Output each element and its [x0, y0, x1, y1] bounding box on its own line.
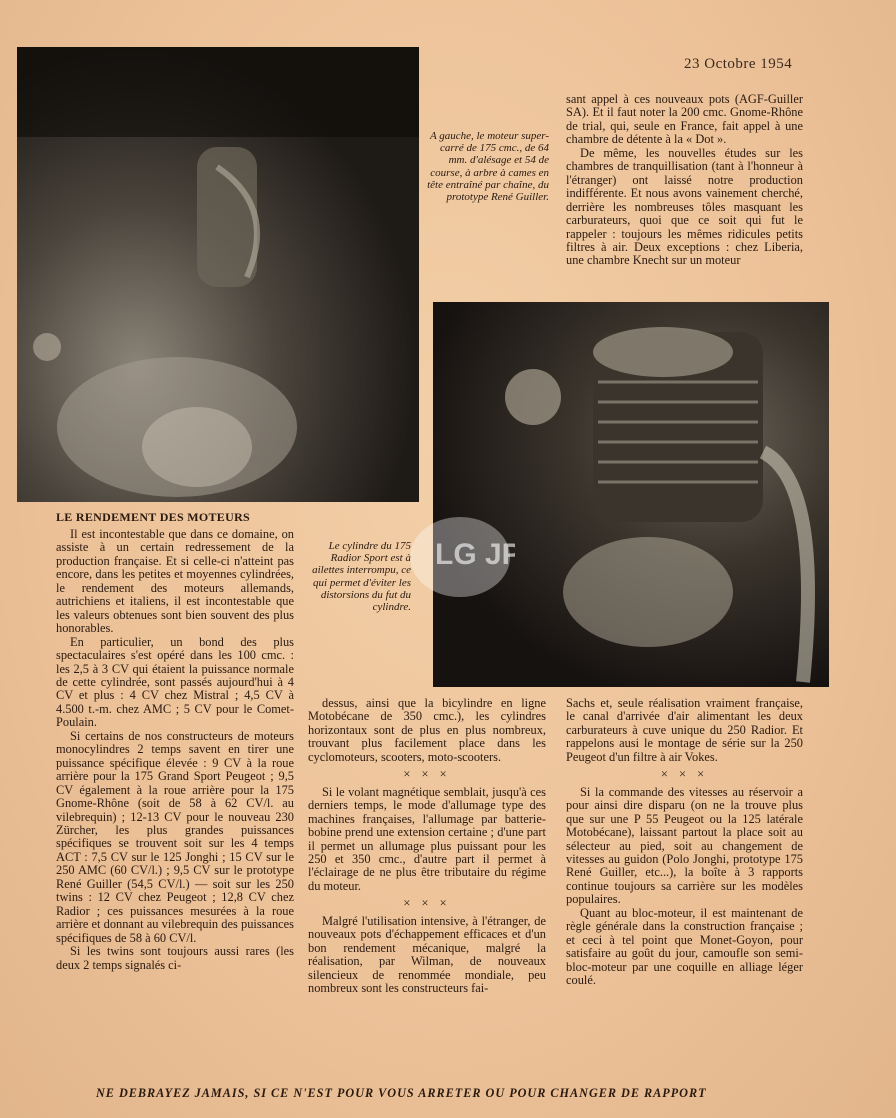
- paragraph: Malgré l'utilisation intensive, à l'étranger, de nouveaux pots d'échappement efficaces et d'un bon rendement mécanique, malgré la réalisation, par Wilman, de nouveaux silencieux de renommée mondiale, peu nombreux sont les constructeurs fai-: [308, 913, 546, 996]
- paragraph: Si la commande des vitesses au réservoir a pour ainsi dire disparu (on ne la trouve plus que sur une P 55 Peugeot ou la 125 latérale Motobécane), laissant partout la place soit au sélecteur au pied, soit au changement de vitesses au guidon (Polo Jonghi, prototype 175 René Guiller, etc...), la boîte à 3 rapports continue toujours sa carrière sur les modèles populaires.: [566, 784, 803, 907]
- paragraph: Si le volant magnétique semblait, jusqu'à ces derniers temps, le mode d'allumage type des machines françaises, l'allumage par batterie-bobine prend une extension certaine ; d'une part il permet un allumage plus puissant pour les 250 et 350 cmc., d'autre part il permet à l'éclairage de ne plus être tributaire du régime du moteur.: [308, 784, 546, 893]
- paragraph: Il est incontestable que dans ce domaine, on assiste à un certain redressement de la production française. Et si celle-ci n'atteint pas encore, dans les petites et moyennes cylindrées, le rendement des moteurs allemands, autrichiens et italiens, il est incontestable que les valeurs obtenues sont bien souvent des plus honorables.: [56, 527, 294, 636]
- engine-photo-right-image: [433, 302, 829, 687]
- paragraph: Quant au bloc-moteur, il est maintenant de règle générale dans la construction française ; et ceci à tel point que Monet-Goyon, pour satisfaire au goût du jour, camoufle son semi-bloc-moteur par une coquille en alliage léger coulé.: [566, 905, 803, 988]
- engine-photo-left-image: [17, 47, 419, 502]
- column-2: [308, 697, 546, 996]
- photo-right-caption: Le cylindre du 175 Radior Sport est à ailettes interrompu, ce qui permet d'éviter les distorsions du fut du cylindre.: [312, 540, 411, 614]
- footer-slogan: NE DEBRAYEZ JAMAIS, SI CE N'EST POUR VOUS ARRETER OU POUR CHANGER DE RAPPORT: [96, 1086, 707, 1100]
- section-separator: × × ×: [660, 767, 709, 782]
- svg-text:LG JP: LG JP: [435, 538, 515, 571]
- paragraph: sant appel à ces nouveaux pots (AGF-Guiller SA). Et il faut noter la 200 cmc. Gnome-Rhône de trial, qui, seule en France, fait appel à une chambre de détente à la « Dot ».: [566, 92, 803, 147]
- paragraph: En particulier, un bond des plus spectaculaires s'est opéré dans les 100 cmc. : les 2,5 à 3 CV qui étaient la puissance normale de cette cylindrée, sont passés aujourd'hui à 4 CV et plus : 4 CV chez Mistral ; 4,5 CV à 4.500 t.-m. chez AMC ; 5 CV pour le Comet-Poulain.: [56, 634, 294, 730]
- paragraph: Si certains de nos constructeurs de moteurs monocylindres 2 temps savent en tirer une puissance spécifique élevée : 9 CV à la roue arrière pour la 175 Grand Sport Peugeot ; 9,5 CV également à la roue arrière pour la 175 Gnome-Rhône (soit de 58 à 62 CV/l. au vilebrequin) ; 12-13 CV pour le nouveau 230 Zürcher, les plus grandes puissances spécifiques se trouvent soit sur les 4 temps ACT : 7,5 CV sur le 125 Jonghi ; 15 CV sur le 250 AMC (60 CV/l.) ; 9,5 CV sur le prototype René Guiller (54,5 CV/l.) — soit sur les 250 twins : 12 CV chez Peugeot ; 12,8 CV chez Radior ; ces puissances mesurées à la roue arrière et donnant au vilebrequin des puissances spécifiques de 58 à 60 CV/l.: [56, 728, 294, 945]
- section-separator: × × ×: [403, 896, 451, 911]
- paragraph: Sachs et, seule réalisation vraiment française, le canal d'arrivée d'air alimentant les deux carburateurs à cuve unique du 250 Radior. Et rappelons ausi le montage de série sur la 250 Peugeot d'un filtre à air Vokes.: [566, 696, 803, 764]
- engine-photo-left: [17, 47, 419, 502]
- paragraph: dessus, ainsi que la bicylindre en ligne Motobécane de 350 cmc.), les cylindres horizontaux sont de plus en plus nombreux, trouvant plus facilement place dans les cyclomoteurs, scooters, moto-scooters.: [308, 696, 546, 764]
- engine-photo-right: [433, 302, 829, 687]
- column-3-bottom: [566, 697, 803, 988]
- lgjp-watermark: [405, 512, 515, 602]
- column-1: [56, 528, 294, 972]
- paragraph: De même, les nouvelles études sur les chambres de tranquillisation (tant à l'honneur à l'étranger) ont laissé notre production indifférente. Et nous avons vainement cherché, derrière les nombreuses tôles masquant les carburateurs, quoi que ce soit qui fut le rappeler : toujours les mêmes ridicules petits filtres à air. Deux exceptions : chez Liberia, une chambre Knecht sur un moteur: [566, 145, 803, 268]
- section-separator: × × ×: [403, 767, 451, 782]
- section-heading: LE RENDEMENT DES MOTEURS: [56, 510, 251, 524]
- column-3-top: [566, 93, 803, 268]
- watermark-logo-icon: [405, 512, 515, 602]
- photo-left-caption: A gauche, le moteur super-carré de 175 cmc., de 64 mm. d'alésage et 54 de course, à arbre à cames en tête entraîné par chaîne, du prototype René Guiller.: [427, 130, 549, 204]
- issue-date: 23 Octobre 1954: [684, 56, 793, 72]
- paragraph: Si les twins sont toujours aussi rares (les deux 2 temps signalés ci-: [56, 944, 294, 972]
